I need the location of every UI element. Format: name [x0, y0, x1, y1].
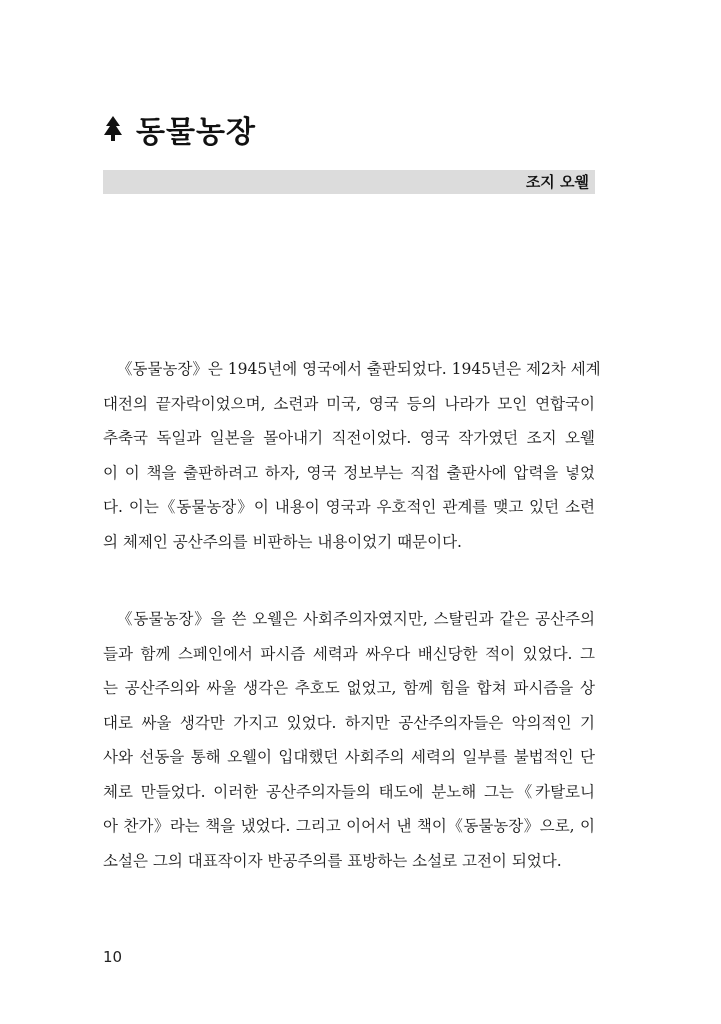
author-bar — [103, 170, 595, 194]
text-line: 다. 이는《동물농장》이 내용이 영국과 우호적인 관계를 맺고 있던 소련 — [103, 498, 595, 516]
page-number: 10 — [103, 948, 123, 966]
text-line: 체로 만들었다. 이러한 공산주의자들의 태도에 분노해 그는《카탈로니 — [103, 782, 595, 801]
chapter-title: 동물농장 — [136, 115, 256, 150]
text-line: 이 이 책을 출판하려고 하자, 영국 정보부는 직접 출판사에 압력을 넣었 — [103, 463, 595, 482]
text-line: 대로 싸울 생각만 가지고 있었다. 하지만 공산주의자들은 악의적인 기 — [103, 713, 595, 732]
text-line: 《동물농장》은 1945년에 영국에서 출판되었다. 1945년은 제2차 세계 — [117, 360, 601, 378]
author-name: 조지 오웰 — [525, 173, 589, 191]
text-line: 대전의 끝자락이었으며, 소련과 미국, 영국 등의 나라가 모인 연합국이 — [103, 394, 595, 413]
text-line: 들과 함께 스페인에서 파시즘 세력과 싸우다 배신당한 적이 있었다. 그 — [103, 644, 595, 663]
text-line: 추축국 독일과 일본을 몰아내기 직전이었다. 영국 작가였던 조지 오웰 — [103, 429, 595, 447]
text-line: 소설은 그의 대표작이자 반공주의를 표방하는 소설로 고전이 되었다. — [103, 851, 562, 870]
text-line: 아 찬가》라는 책을 냈었다. 그리고 이어서 낸 책이《동물농장》으로, 이 — [103, 817, 595, 835]
text-line: 는 공산주의와 싸울 생각은 추호도 없었고, 함께 힘을 합쳐 파시즘을 상 — [103, 679, 595, 697]
tree-icon — [103, 116, 123, 142]
text-line: 의 체제인 공산주의를 비판하는 내용이었기 때문이다. — [103, 532, 462, 551]
body-paragraph-1 — [103, 352, 601, 559]
body-paragraph-2 — [103, 602, 595, 878]
chapter-title-row — [103, 104, 256, 154]
text-line: 사와 선동을 통해 오웰이 입대했던 사회주의 세력의 일부를 불법적인 단 — [103, 748, 595, 766]
text-line: 《동물농장》을 쓴 오웰은 사회주의자였지만, 스탈린과 같은 공산주의 — [117, 610, 595, 628]
